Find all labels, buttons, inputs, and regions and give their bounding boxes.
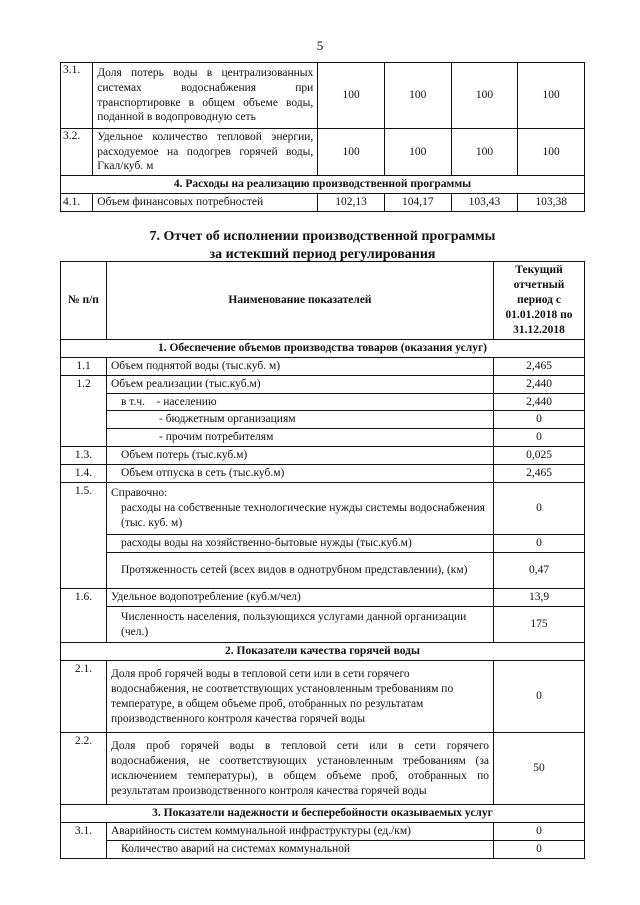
column-header-name: Наименование показателей bbox=[107, 262, 494, 340]
page-number: 5 bbox=[316, 38, 324, 53]
table-row bbox=[61, 661, 585, 733]
heading-line-2: за истекший период регулирования bbox=[209, 246, 436, 262]
row-number: 3.1. bbox=[61, 63, 93, 129]
section-row bbox=[61, 805, 585, 823]
row-value: 100 bbox=[518, 129, 585, 176]
row-number: 2.2. bbox=[61, 733, 107, 805]
row-name: Доля проб горячей воды в тепловой сети или в сети горячего водоснабжения, не соответствующих установленным требованиям по температуре, в общем объеме проб, отобранных по результатам производственного контроля качества горячей воды bbox=[107, 661, 494, 733]
row-value: 0 bbox=[494, 535, 585, 553]
row-name: Объем поднятой воды (тыс.куб. м) bbox=[107, 357, 494, 375]
table-row bbox=[61, 193, 585, 211]
row-value: 104,17 bbox=[384, 193, 451, 211]
table-row bbox=[61, 375, 585, 393]
table-row bbox=[61, 607, 585, 643]
table-row bbox=[61, 535, 585, 553]
row-value: 100 bbox=[451, 63, 518, 129]
row-number: 2.1. bbox=[61, 661, 107, 733]
table-row bbox=[61, 589, 585, 607]
row-name: Численность населения, пользующихся услугами данной организации (чел.) bbox=[107, 607, 494, 643]
row-value: 13,9 bbox=[494, 589, 585, 607]
row-value: 0 bbox=[494, 411, 585, 429]
section-heading bbox=[60, 228, 585, 264]
row-number: 1.3. bbox=[61, 447, 107, 465]
row-value: 0 bbox=[494, 661, 585, 733]
row-number: 1.5. bbox=[61, 483, 107, 589]
row-value: 100 bbox=[451, 129, 518, 176]
row-description: Объем финансовых потребностей bbox=[93, 193, 318, 211]
row-value: 0 bbox=[494, 429, 585, 447]
row-value: 100 bbox=[518, 63, 585, 129]
row-value: 2,465 bbox=[494, 465, 585, 483]
section-2-title: 2. Показатели качества горячей воды bbox=[61, 643, 585, 661]
row-name: Объем реализации (тыс.куб.м) bbox=[107, 375, 494, 393]
table-row bbox=[61, 393, 585, 411]
table-row bbox=[61, 553, 585, 589]
reference-label: Справочно: bbox=[111, 487, 168, 500]
table-row bbox=[61, 447, 585, 465]
row-name: Количество аварий на системах коммунальной bbox=[107, 841, 494, 859]
row-description: Доля потерь воды в централизованных системах водоснабжения при транспортировке в общем объеме воды, поданной в водопроводную сеть bbox=[93, 63, 318, 129]
table-row bbox=[61, 733, 585, 805]
row-value: 103,43 bbox=[451, 193, 518, 211]
row-value: 2,440 bbox=[494, 375, 585, 393]
row-name: в т.ч. - населению bbox=[107, 393, 494, 411]
row-name: Аварийность систем коммунальной инфраструктуры (ед./км) bbox=[107, 823, 494, 841]
row-number: 3.1. bbox=[61, 823, 107, 859]
table-row bbox=[61, 823, 585, 841]
section-row bbox=[61, 339, 585, 357]
column-header-period: Текущий отчетный период с 01.01.2018 по 31.12.2018 bbox=[494, 262, 585, 340]
row-value: 50 bbox=[494, 733, 585, 805]
row-number: 1.6. bbox=[61, 589, 107, 643]
row-number: 1.2 bbox=[61, 375, 107, 447]
row-value: 0 bbox=[494, 841, 585, 859]
table-row bbox=[61, 429, 585, 447]
section-1-title: 1. Обеспечение объемов производства товаров (оказания услуг) bbox=[61, 339, 585, 357]
report-table bbox=[60, 261, 585, 859]
table-row bbox=[61, 411, 585, 429]
row-description: Удельное количество тепловой энергии, расходуемое на подогрев горячей воды, Гкал/куб. м bbox=[93, 129, 318, 176]
section-3-title: 3. Показатели надежности и бесперебойности оказываемых услуг bbox=[61, 805, 585, 823]
row-value: 0,025 bbox=[494, 447, 585, 465]
table-row bbox=[61, 129, 585, 176]
row-number: 4.1. bbox=[61, 193, 93, 211]
row-value: 0,47 bbox=[494, 553, 585, 589]
row-name: Объем потерь (тыс.куб.м) bbox=[107, 447, 494, 465]
table-row bbox=[61, 465, 585, 483]
row-name: - прочим потребителям bbox=[107, 429, 494, 447]
table-row bbox=[61, 357, 585, 375]
row-value: 100 bbox=[318, 63, 385, 129]
row-name: Доля проб горячей воды в тепловой сети или в сети горячего водоснабжения, не соответствующих установленным требованиям (за исключением температуры), в общем объеме проб, отобранных по результатам производственного контроля качества горячей воды bbox=[107, 733, 494, 805]
row-value: 0 bbox=[494, 483, 585, 535]
row-number: 1.4. bbox=[61, 465, 107, 483]
row-value: 100 bbox=[384, 63, 451, 129]
row-name: - бюджетным организациям bbox=[107, 411, 494, 429]
row-name: Объем отпуска в сеть (тыс.куб.м) bbox=[107, 465, 494, 483]
row-name: расходы на собственные технологические нужды системы водоснабжения (тыс. куб. м) bbox=[121, 502, 485, 530]
row-value: 2,465 bbox=[494, 357, 585, 375]
row-number: 3.2. bbox=[61, 129, 93, 176]
table-row bbox=[61, 483, 585, 535]
row-value: 102,13 bbox=[318, 193, 385, 211]
row-value: 103,38 bbox=[518, 193, 585, 211]
row-name: расходы воды на хозяйственно-бытовые нужды (тыс.куб.м) bbox=[107, 535, 494, 553]
row-value: 100 bbox=[318, 129, 385, 176]
row-number: 1.1 bbox=[61, 357, 107, 375]
header-row bbox=[61, 262, 585, 340]
row-value: 175 bbox=[494, 607, 585, 643]
row-value: 100 bbox=[384, 129, 451, 176]
column-header-number: № п/п bbox=[61, 262, 107, 340]
row-value: 0 bbox=[494, 823, 585, 841]
section-header-row bbox=[61, 176, 585, 194]
row-name-block bbox=[107, 483, 494, 535]
row-name: Протяженность сетей (всех видов в однотрубном представлении), (км) bbox=[107, 553, 494, 589]
top-table bbox=[60, 62, 585, 212]
row-name: Удельное водопотребление (куб.м/чел) bbox=[107, 589, 494, 607]
row-value: 2,440 bbox=[494, 393, 585, 411]
table-row bbox=[61, 63, 585, 129]
section-row bbox=[61, 643, 585, 661]
section-4-title: 4. Расходы на реализацию производственной программы bbox=[61, 176, 585, 194]
table-row bbox=[61, 841, 585, 859]
heading-line-1: 7. Отчет об исполнении производственной программы bbox=[149, 229, 496, 244]
